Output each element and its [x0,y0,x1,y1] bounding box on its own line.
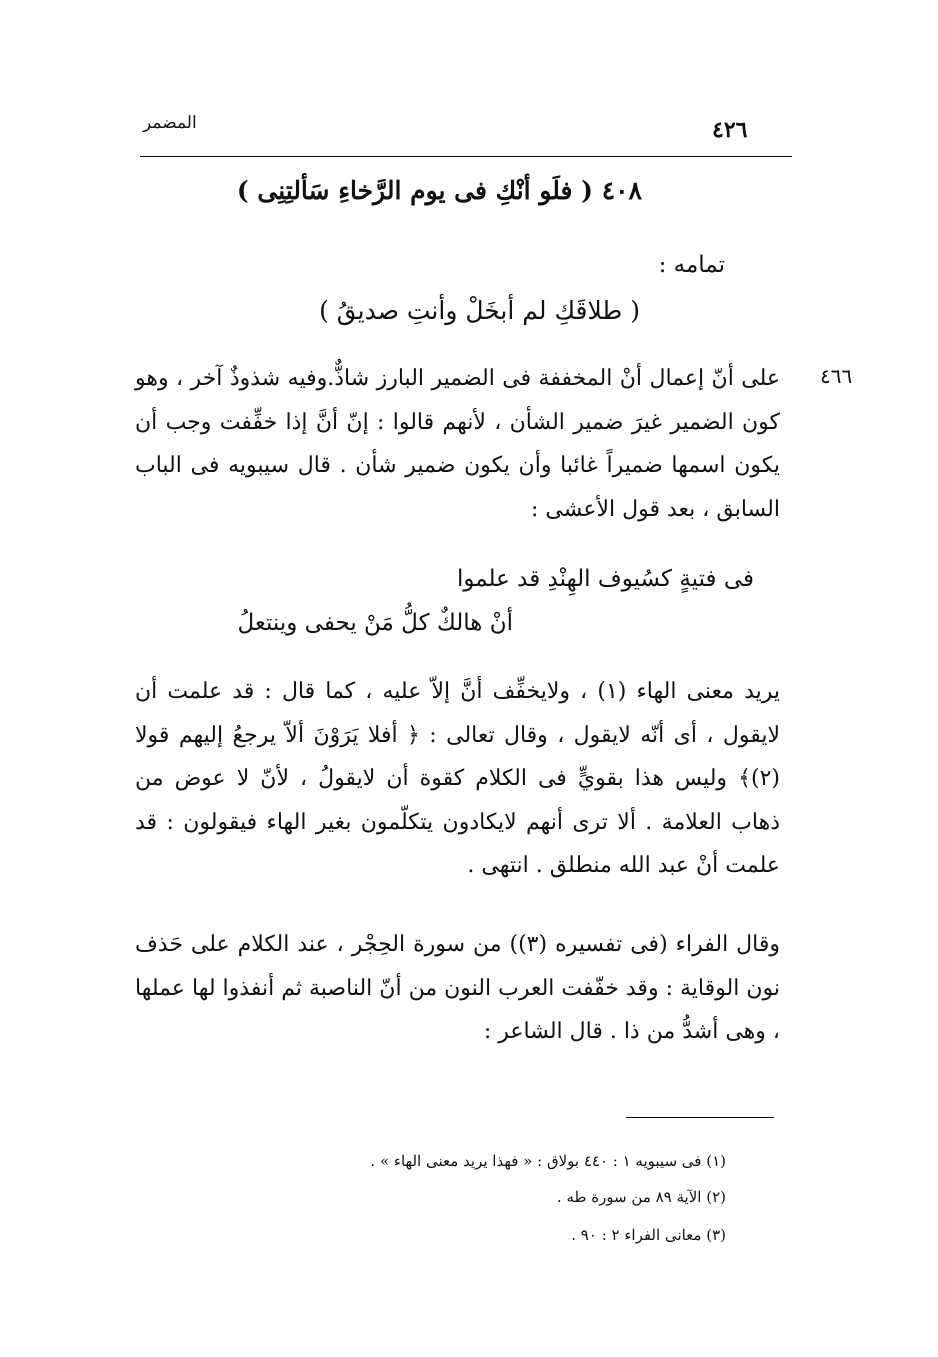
footnote-2: (٢) الآية ٨٩ من سورة طه . [556,1188,726,1206]
paragraph-text: وقال الفراء (فى تفسيره (٣)) من سورة الحِجْر ، عند الكلام على حَذف نون الوقاية : وقد خفّفت العرب النون من أنّ الناصبة ثم أنفذوا لها عملها ، وهى أشدُّ من ذا . قال الشاعر : [135,932,780,1044]
margin-number: ٤٦٦ [820,364,853,388]
poem-line-2: أنْ هالكٌ كلُّ مَنْ يحفى وينتعلُ [237,610,513,636]
header-rule [140,156,792,157]
paragraph-1 [135,357,780,531]
poem-line-1: فى فتيةٍ كسُيوف الهِنْدِ قد علموا [456,566,754,592]
running-header-title: المضمر [143,113,197,133]
entry-intro-label: تمامه : [658,252,725,278]
footnote-rule [626,1117,774,1118]
verse-completion: ( طلاقَكِ لم أبخَلْ وأنتِ صديقُ ) [319,296,640,325]
footnote-1: (١) فى سيبويه ١ : ٤٤٠ بولاق : « فهذا يريد معنى الهاء » . [370,1152,726,1170]
paragraph-text: على أنّ إعمال أنْ المخففة فى الضمير البارز شاذٌّ.وفيه شذوذٌ آخر ، وهو كون الضمير غيرَ ضمير الشأن ، لأنهم قالوا : إنّ أنَّ إذا خفِّفت وجب أن يكون اسمها ضميراً غائبا وأن يكون ضمير شأن . قال سيبويه فى الباب السابق ، بعد قول الأعشى : [135,366,780,522]
entry-title: ٤٠٨ ( فلَو أنْكِ فى يوم الرَّخاءِ سَألتِنِى ) [236,176,642,205]
page-number: ٤٢٦ [712,117,748,143]
footnote-3: (٣) معانى الفراء ٢ : ٩٠ . [571,1226,726,1244]
paragraph-3 [135,923,780,1054]
paragraph-2 [135,670,780,888]
paragraph-text: يريد معنى الهاء (١) ، ولايخفِّف أنَّ إلاّ عليه ، كما قال : قد علمت أن لايقول ، أى أنّه لايقول ، وقال تعالى : ﴿ أفلا يَرَوْنَ ألاّ يرجعُ إليهم قولا (٢)﴾ وليس هذا بقويٍّ فى الكلام كقوة أن لايقولُ ، لأنّ لا عوض من ذهاب العلامة . ألا ترى أنهم لايكادون يتكلّمون بغير الهاء فيقولون : قد علمت أنْ عبد الله منطلق . انتهى . [135,679,781,878]
